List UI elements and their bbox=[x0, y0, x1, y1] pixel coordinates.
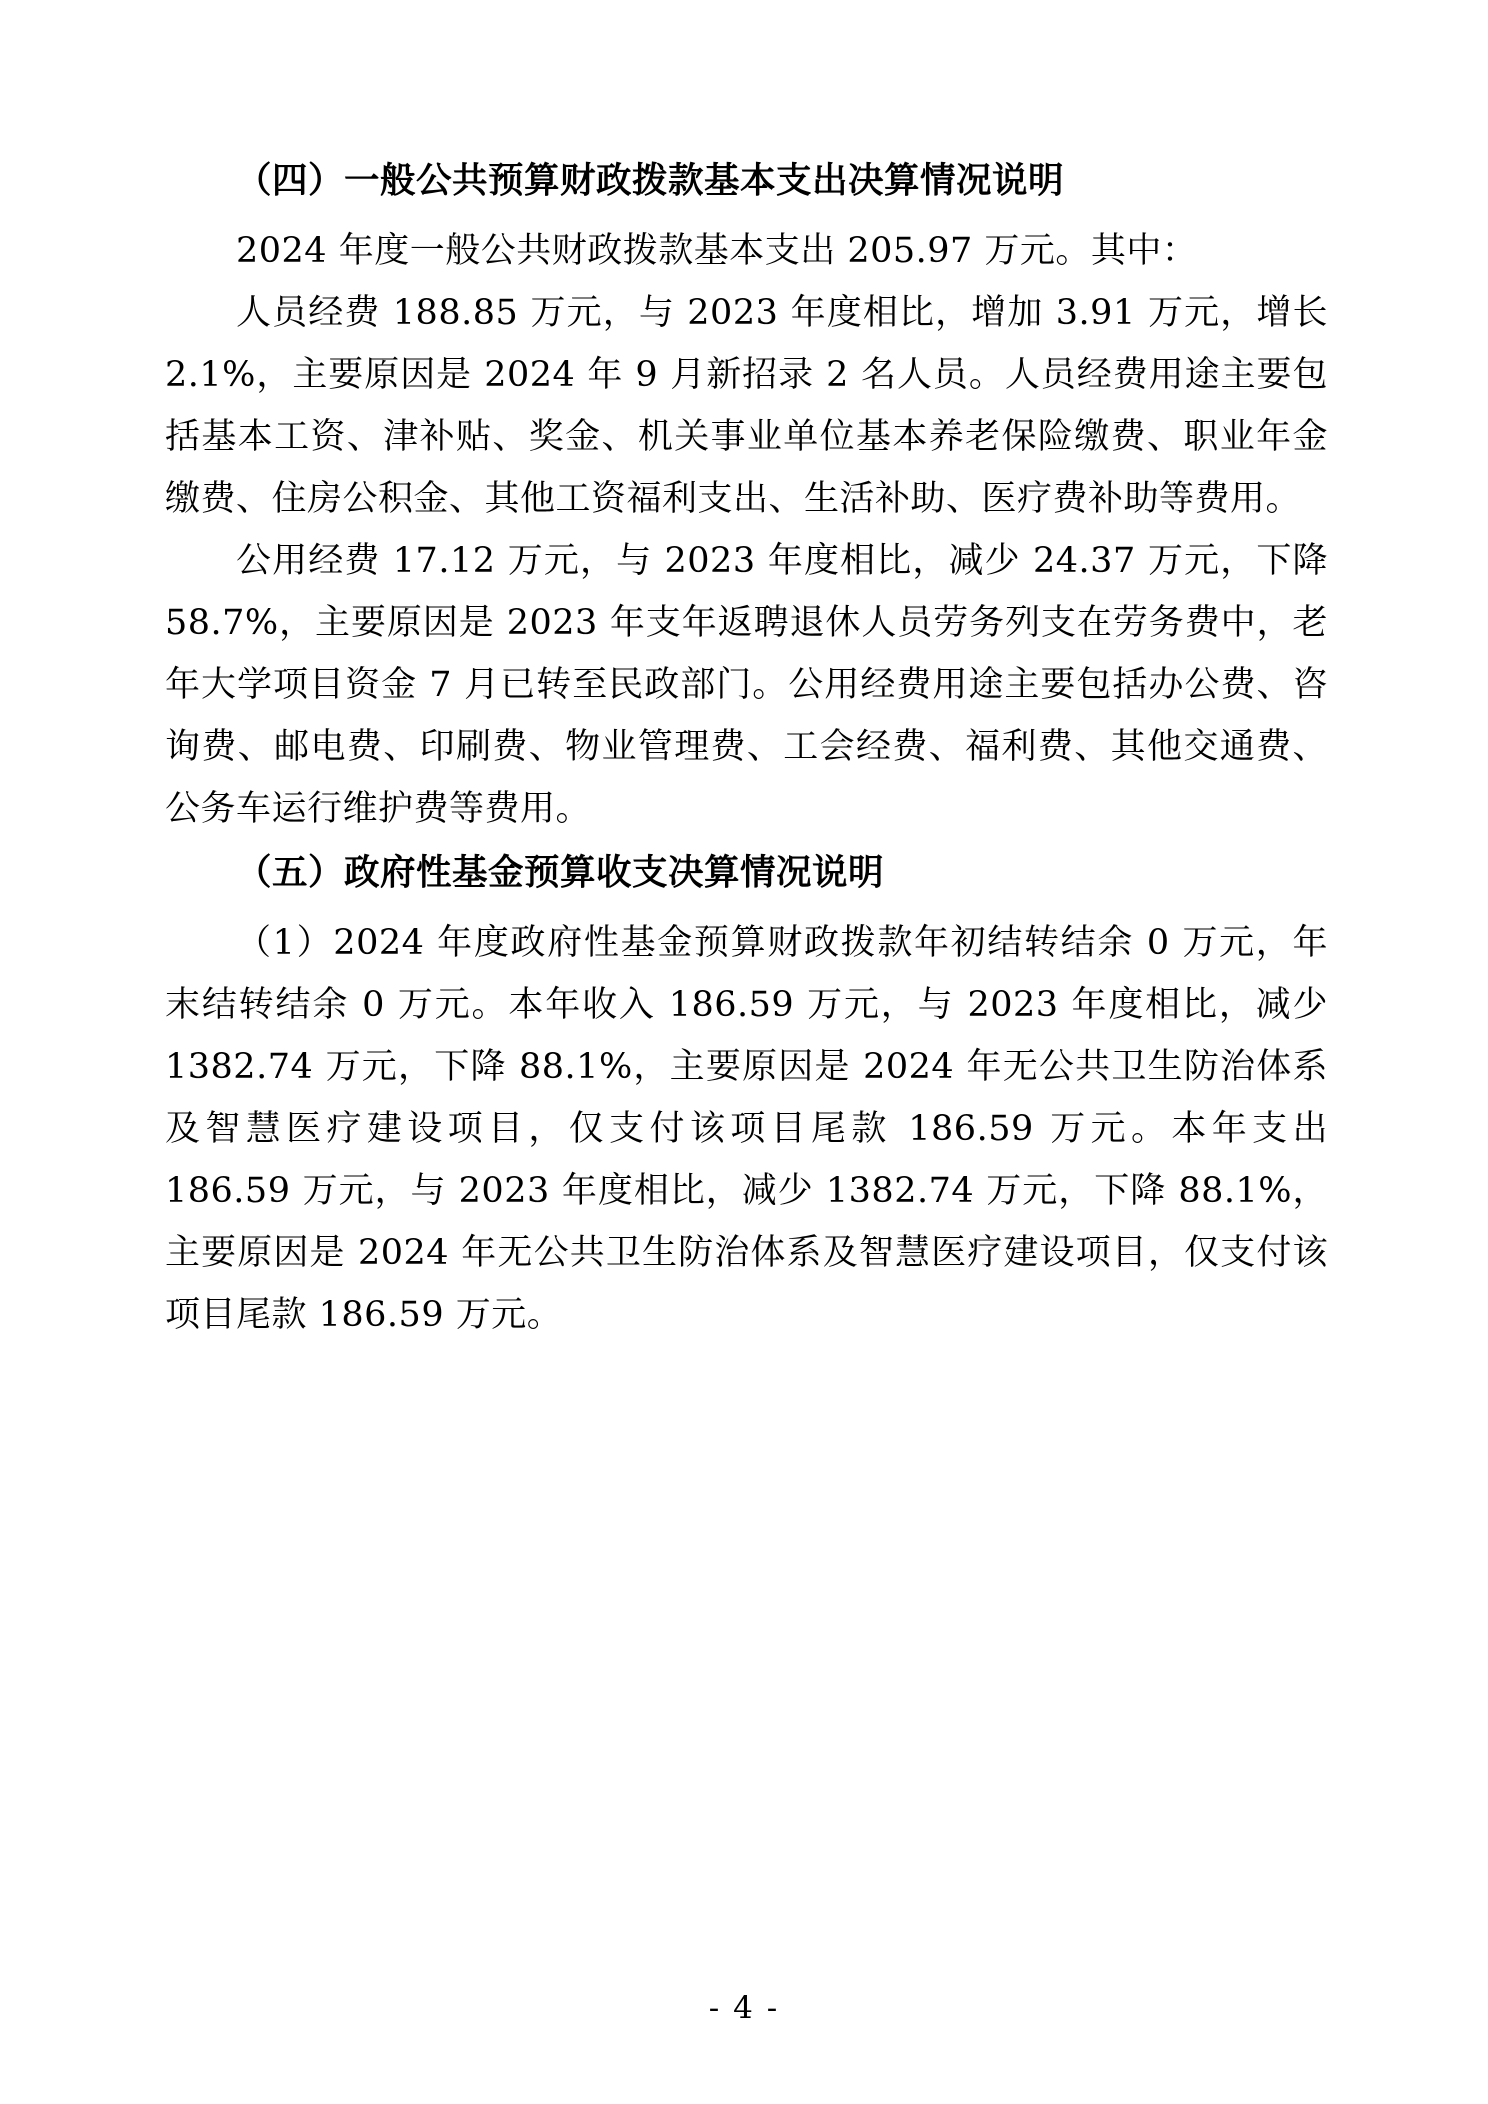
section-5-heading: （五）政府性基金预算收支决算情况说明 bbox=[236, 852, 885, 893]
section-4-heading: （四）一般公共预算财政拨款基本支出决算情况说明 bbox=[236, 160, 1065, 201]
section-4 bbox=[165, 150, 1328, 840]
section-4-paragraph-3: 公用经费 17.12 万元，与 2023 年度相比，减少 24.37 万元，下降 58.7%，主要原因是 2023 年支年返聘退休人员劳务列支在劳务费中，老年大学项目资金 7 月已转至民政部门。公用经费用途主要包括办公费、咨询费、邮电费、印刷费、物业管理费、工会经费、福利费、其他交通费、公务车运行维护费等费用。 bbox=[165, 541, 1328, 829]
section-4-paragraph-1: 2024 年度一般公共财政拨款基本支出 205.97 万元。其中： bbox=[236, 231, 1198, 271]
section-5 bbox=[165, 842, 1328, 1346]
section-4-paragraph-2: 人员经费 188.85 万元，与 2023 年度相比，增加 3.91 万元，增长 2.1%，主要原因是 2024 年 9 月新招录 2 名人员。人员经费用途主要包括基本工资、津补贴、奖金、机关事业单位基本养老保险缴费、职业年金缴费、住房公积金、其他工资福利支出、生活补助、医疗费补助等费用。 bbox=[165, 293, 1328, 519]
page-number: - 4 - bbox=[708, 1990, 780, 2026]
section-5-paragraph-1: （1）2024 年度政府性基金预算财政拨款年初结转结余 0 万元，年末结转结余 0 万元。本年收入 186.59 万元，与 2023 年度相比，减少 1382.74 万元，下降 88.1%，主要原因是 2024 年无公共卫生防治体系及智慧医疗建设项目，仅支付该项目尾款 186.59 万元。本年支出 186.59 万元，与 2023 年度相比，减少 1382.74 万元，下降 88.1%，主要原因是 2024 年无公共卫生防治体系及智慧医疗建设项目，仅支付该项目尾款 186.59 万元。 bbox=[165, 923, 1328, 1335]
document-body bbox=[165, 150, 1328, 1346]
